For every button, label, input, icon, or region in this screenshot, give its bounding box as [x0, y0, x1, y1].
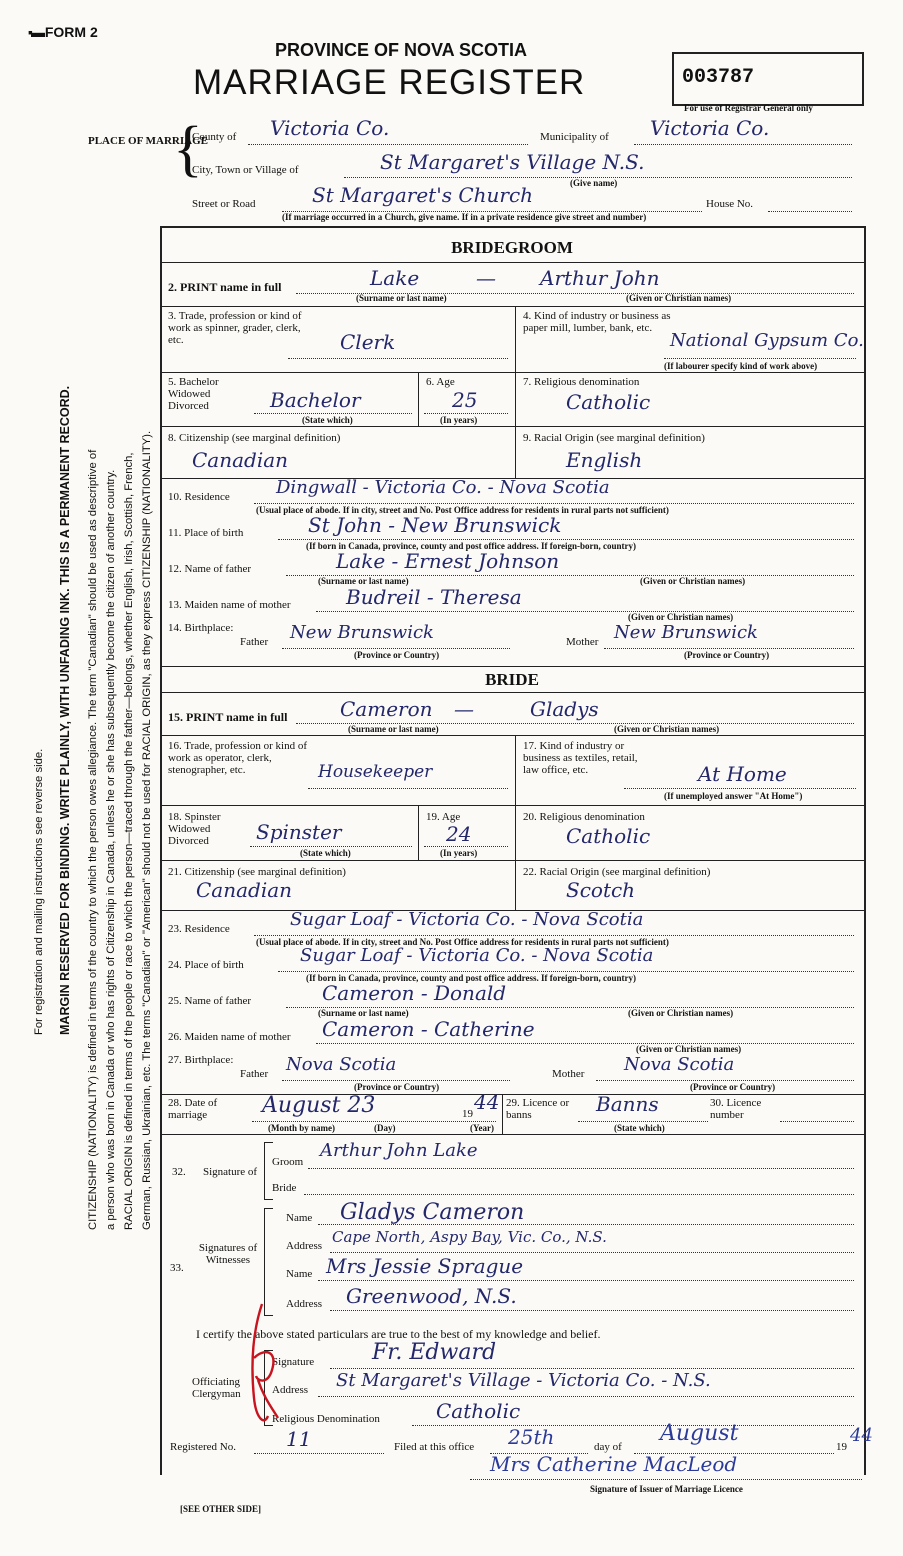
bride-residence: Sugar Loaf - Victoria Co. - Nova Scotia	[290, 909, 644, 930]
province-title: PROVINCE OF NOVA SCOTIA	[275, 40, 528, 60]
w2-address-label: Address	[286, 1298, 323, 1310]
bride-father-given-caption: (Given or Christian names)	[628, 1008, 734, 1018]
bride-birth-caption: (If born in Canada, province, county and post office address. If foreign-born, country)	[306, 973, 637, 983]
clergy-denom: Catholic	[436, 1399, 521, 1423]
bride-age-caption: (In years)	[440, 848, 478, 858]
groom-mother-caption: (Given or Christian names)	[628, 612, 734, 622]
bride-given: Gladys	[530, 697, 599, 721]
clergy-label: Officiating Clergyman	[192, 1376, 241, 1400]
bride-given-caption: (Given or Christian names)	[614, 724, 720, 734]
groom-dash: —	[476, 266, 496, 290]
bride-birthplace-label: 27. Birthplace:	[168, 1054, 234, 1066]
groom-father-label: 12. Name of father	[168, 563, 252, 575]
bride-religion-label: 20. Religious denomination	[523, 811, 645, 823]
bride-title: BRIDE	[485, 670, 539, 689]
groom-age: 25	[452, 388, 478, 412]
bride-mother-label: 26. Maiden name of mother	[168, 1031, 291, 1043]
groom-mother-label: 13. Maiden name of mother	[168, 599, 291, 611]
licence-state-caption: (State which)	[614, 1123, 665, 1133]
groom-father: Lake - Ernest Johnson	[336, 549, 560, 573]
filed-year: 44	[850, 1425, 873, 1446]
bride-mother-caption: (Given or Christian names)	[636, 1044, 742, 1054]
margin-instructions: For registration and mailing instructions see reverse side.	[33, 748, 45, 1035]
groom-signature: Arthur John Lake	[320, 1140, 478, 1161]
groom-given: Arthur John	[540, 266, 660, 290]
w2-address: Greenwood, N.S.	[346, 1284, 517, 1308]
groom-mother-bp-caption: (Province or Country)	[684, 650, 770, 660]
marriage-date: August 23	[262, 1093, 376, 1118]
margin-citizenship-def-2: a person who was born in Canada or who has rights of Citizenship in Canada, unless he or she has subsequently become the citizen of another country.	[105, 469, 117, 1230]
issuer-caption: Signature of Issuer of Marriage Licence	[590, 1484, 743, 1494]
bride-father-surname-caption: (Surname or last name)	[318, 1008, 409, 1018]
marriage-year-caption: (Year)	[470, 1123, 494, 1133]
bride-status-label: 18. Spinster Widowed Divorced	[168, 811, 221, 847]
bride-father-bp-caption: (Province or Country)	[354, 1082, 440, 1092]
clergy-address: St Margaret's Village - Victoria Co. - N.S.	[336, 1370, 711, 1391]
signature-of-label: Signature of	[202, 1166, 258, 1178]
groom-mother-bp: New Brunswick	[614, 622, 758, 643]
groom-age-caption: (In years)	[440, 415, 478, 425]
groom-father-bp-label: Father	[240, 636, 269, 648]
bride-sig-label: Bride	[272, 1182, 297, 1194]
county-label: County of	[192, 131, 237, 143]
groom-residence-caption: (Usual place of abode. If in city, street and No. Post Office address for residents in rural parts not sufficient)	[256, 505, 669, 515]
municipality-label: Municipality of	[540, 131, 609, 143]
give-name-caption: (Give name)	[570, 178, 618, 188]
bride-dash: —	[454, 697, 474, 721]
marriage-month-caption: (Month by name)	[268, 1123, 335, 1133]
bride-mother-bp-label: Mother	[552, 1068, 585, 1080]
groom-industry: National Gypsum Co.	[670, 330, 864, 351]
groom-surname-caption: (Surname or last name)	[356, 293, 447, 303]
witnesses-label: Signatures of Witnesses	[198, 1242, 258, 1266]
street-value: St Margaret's Church	[312, 183, 534, 207]
clergy-signature: Fr. Edward	[372, 1340, 497, 1365]
bride-industry: At Home	[698, 762, 787, 786]
margin-binding-note: MARGIN RESERVED FOR BINDING. WRITE PLAINLY, WITH UNFADING INK. THIS IS A PERMANENT RECORD.	[58, 385, 72, 1035]
groom-industry-caption: (If labourer specify kind of work above)	[664, 361, 818, 371]
bride-trade: Housekeeper	[318, 762, 433, 782]
filed-day: 25th	[508, 1425, 555, 1449]
licence-banns: Banns	[596, 1092, 659, 1116]
w2-name: Mrs Jessie Sprague	[326, 1254, 524, 1278]
w1-address: Cape North, Aspy Bay, Vic. Co., N.S.	[332, 1228, 607, 1246]
bride-religion: Catholic	[566, 824, 651, 848]
place-brace: {	[173, 115, 203, 183]
groom-status-label: 5. Bachelor Widowed Divorced	[168, 376, 219, 412]
groom-mother-bp-label: Mother	[566, 636, 599, 648]
bride-mother-bp-caption: (Province or Country)	[690, 1082, 776, 1092]
bride-citizenship: Canadian	[196, 878, 293, 902]
issuer-signature: Mrs Catherine MacLeod	[490, 1452, 738, 1476]
groom-surname: Lake	[370, 266, 420, 290]
bride-trade-label: 16. Trade, profession or kind of work as operator, clerk, stenographer, etc.	[168, 740, 308, 776]
groom-father-bp: New Brunswick	[290, 622, 434, 643]
margin-racial-def-2: German, Russian, Ukrainian, etc. The terms "Canadian" or "American" should not be used for RACIAL ORIGIN, as they express CITIZENSHIP (NATIONALITY).	[141, 430, 153, 1230]
place-label: PLACE OF MARRIAGE	[88, 135, 208, 147]
county-value: Victoria Co.	[270, 116, 390, 140]
bride-mother: Cameron - Catherine	[322, 1017, 535, 1041]
street-label: Street or Road	[192, 198, 256, 210]
groom-status-caption: (State which)	[302, 415, 353, 425]
groom-birthplace-label: 14. Birthplace:	[168, 622, 234, 634]
bride-father: Cameron - Donald	[322, 981, 507, 1005]
w2-name-label: Name	[286, 1268, 313, 1280]
filed-month: August	[660, 1421, 739, 1446]
clergy-denom-label: Religious Denomination	[272, 1413, 380, 1425]
form-number: ▪▬ FORM 2	[28, 24, 98, 40]
bride-signature: Gladys Cameron	[340, 1200, 525, 1225]
groom-racial: English	[566, 448, 643, 472]
red-pen-mark	[244, 1298, 284, 1428]
groom-citizenship-label: 8. Citizenship (see marginal definition)	[168, 432, 341, 444]
house-label: House No.	[706, 198, 754, 210]
bride-birth-label: 24. Place of birth	[168, 959, 244, 971]
bride-mother-bp: Nova Scotia	[624, 1054, 735, 1075]
marriage-year-prefix: 19	[462, 1108, 473, 1120]
groom-name-label: 2. PRINT name in full	[168, 280, 282, 294]
bridegroom-title: BRIDEGROOM	[451, 238, 573, 257]
bride-status-caption: (State which)	[300, 848, 351, 858]
bride-status: Spinster	[256, 820, 342, 844]
groom-mother: Budreil - Theresa	[346, 585, 522, 609]
groom-birth-label: 11. Place of birth	[168, 527, 244, 539]
bride-birth: Sugar Loaf - Victoria Co. - Nova Scotia	[300, 945, 654, 966]
w1-name-label: Name	[286, 1212, 313, 1224]
bride-racial: Scotch	[566, 878, 636, 902]
groom-trade-label: 3. Trade, profession or kind of work as spinner, grader, clerk, etc.	[168, 310, 302, 346]
certify-text: I certify the above stated particulars are true to the best of my knowledge and belief.	[196, 1327, 601, 1341]
groom-father-given-caption: (Given or Christian names)	[640, 576, 746, 586]
groom-given-caption: (Given or Christian names)	[626, 293, 732, 303]
bride-father-label: 25. Name of father	[168, 995, 252, 1007]
binding-mark-icon: ▪▬	[28, 24, 45, 40]
register-number: 003787	[682, 66, 755, 89]
registered-label: Registered No.	[170, 1441, 236, 1453]
groom-sig-label: Groom	[272, 1156, 304, 1168]
see-other-side: [SEE OTHER SIDE]	[180, 1504, 262, 1514]
bride-industry-caption: (If unemployed answer "At Home")	[664, 791, 803, 801]
bride-industry-label: 17. Kind of industry or business as textiles, retail, law office, etc.	[523, 740, 638, 776]
groom-religion-label: 7. Religious denomination	[523, 376, 640, 388]
bride-surname-caption: (Surname or last name)	[348, 724, 439, 734]
marriage-year: 44	[474, 1090, 500, 1114]
bride-name-label: 15. PRINT name in full	[168, 710, 288, 724]
groom-age-label: 6. Age	[426, 376, 455, 388]
groom-citizenship: Canadian	[192, 448, 289, 472]
groom-birth: St John - New Brunswick	[308, 513, 562, 537]
registered-no: 11	[286, 1427, 312, 1451]
groom-residence: Dingwall - Victoria Co. - Nova Scotia	[276, 477, 610, 498]
groom-status: Bachelor	[270, 388, 361, 412]
w1-address-label: Address	[286, 1240, 323, 1252]
groom-religion: Catholic	[566, 390, 651, 414]
city-value: St Margaret's Village N.S.	[380, 150, 645, 174]
bride-citizenship-label: 21. Citizenship (see marginal definition)	[168, 866, 346, 878]
groom-racial-label: 9. Racial Origin (see marginal definition)	[523, 432, 705, 444]
bride-father-bp-label: Father	[240, 1068, 269, 1080]
page-title: MARRIAGE REGISTER	[193, 63, 586, 102]
groom-father-bp-caption: (Province or Country)	[354, 650, 440, 660]
bride-residence-caption: (Usual place of abode. If in city, street and No. Post Office address for residents in rural parts not sufficient)	[256, 937, 669, 947]
bride-father-bp: Nova Scotia	[286, 1054, 397, 1075]
licence-number-label: 30. Licence number	[710, 1097, 762, 1121]
groom-industry-label: 4. Kind of industry or business as paper mill, lumber, bank, etc.	[523, 310, 671, 334]
clergy-address-label: Address	[272, 1384, 309, 1396]
day-of-label: day of	[594, 1441, 622, 1453]
filed-year-prefix: 19	[836, 1441, 847, 1453]
bride-age: 24	[446, 822, 472, 846]
city-label: City, Town or Village of	[192, 164, 299, 176]
groom-residence-label: 10. Residence	[168, 491, 230, 503]
licence-banns-label: 29. Licence or banns	[506, 1097, 570, 1121]
groom-trade: Clerk	[340, 330, 396, 354]
street-note: (If marriage occurred in a Church, give name. If in a private residence give street and number)	[282, 212, 647, 222]
filed-label: Filed at this office	[394, 1441, 475, 1453]
groom-birth-caption: (If born in Canada, province, county and post office address. If foreign-born, country)	[306, 541, 637, 551]
marriage-date-label: 28. Date of marriage	[168, 1097, 218, 1121]
groom-father-surname-caption: (Surname or last name)	[318, 576, 409, 586]
bride-racial-label: 22. Racial Origin (see marginal definition)	[523, 866, 711, 878]
clergy-sig-label: Signature	[272, 1356, 315, 1368]
marriage-day-caption: (Day)	[374, 1123, 396, 1133]
registrar-note: For use of Registrar General only	[684, 103, 813, 113]
bride-residence-label: 23. Residence	[168, 923, 230, 935]
municipality-value: Victoria Co.	[650, 116, 770, 140]
sig-33: 33.	[170, 1262, 184, 1274]
bride-age-label: 19. Age	[426, 811, 461, 823]
margin-racial-def-1: RACIAL ORIGIN is defined in terms of the people or race to which the person—traced through the father—belongs, whether English, Irish, Scottish, French,	[123, 452, 135, 1230]
sig-32: 32.	[172, 1166, 186, 1178]
margin-citizenship-def-1: CITIZENSHIP (NATIONALITY) is defined in terms of the country to which the person owes allegiance. The term "Canadian" should be used as descriptive of	[87, 449, 99, 1230]
bride-surname: Cameron	[340, 697, 433, 721]
